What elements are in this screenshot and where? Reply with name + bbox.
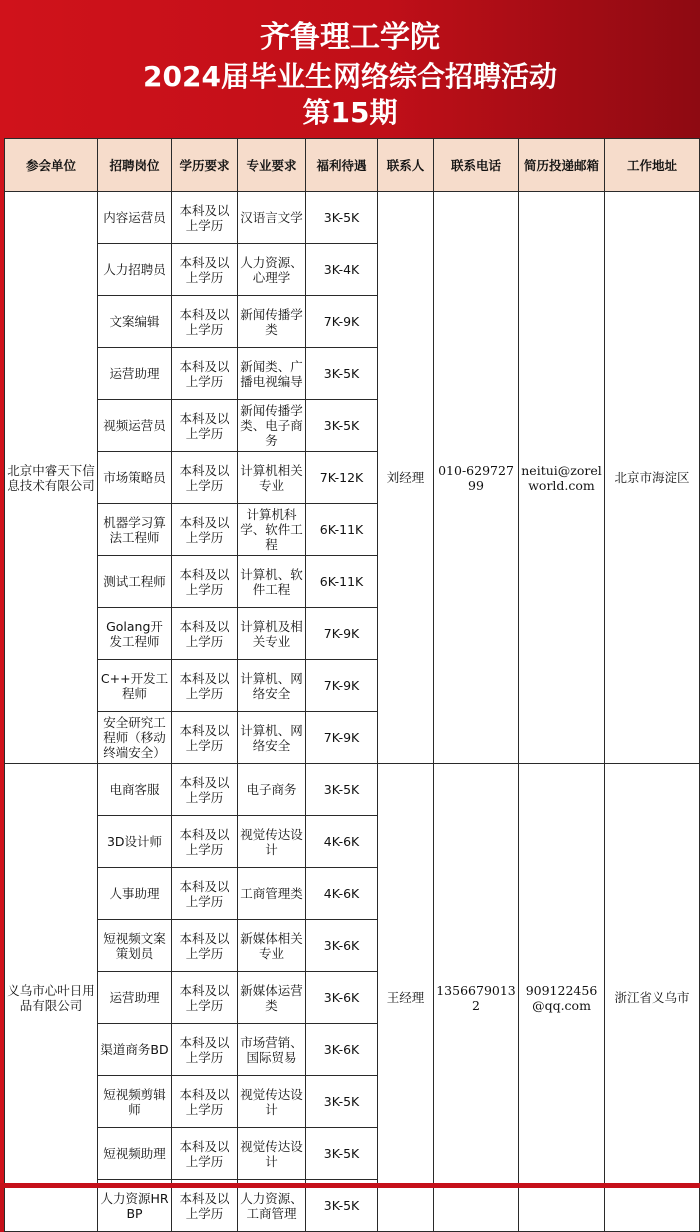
- column-header: 专业要求: [238, 139, 306, 192]
- major-requirement: 新闻传播学类、电子商务: [238, 400, 306, 452]
- job-title: 短视频助理: [98, 1128, 172, 1180]
- salary: 3K-4K: [306, 244, 378, 296]
- salary: 3K-5K: [306, 400, 378, 452]
- school-name: 齐鲁理工学院: [260, 20, 440, 55]
- major-requirement: 人力资源、心理学: [238, 244, 306, 296]
- resume-email: 909122456@qq.com: [519, 764, 605, 1232]
- major-requirement: 计算机及相关专业: [238, 608, 306, 660]
- table-header-row: [5, 139, 700, 192]
- major-requirement: 计算机、网络安全: [238, 660, 306, 712]
- column-header: 参会单位: [5, 139, 98, 192]
- column-header: 联系电话: [434, 139, 519, 192]
- company-name: 北京中睿天下信息技术有限公司: [5, 192, 98, 764]
- column-header: 联系人: [378, 139, 434, 192]
- salary: 3K-5K: [306, 1076, 378, 1128]
- salary: 3K-5K: [306, 1180, 378, 1232]
- table-row: [5, 764, 700, 816]
- education-requirement: 本科及以上学历: [172, 348, 238, 400]
- major-requirement: 计算机、软件工程: [238, 556, 306, 608]
- major-requirement: 人力资源、工商管理: [238, 1180, 306, 1232]
- education-requirement: 本科及以上学历: [172, 244, 238, 296]
- job-title: 安全研究工程师（移动终端安全）: [98, 712, 172, 764]
- work-address: 北京市海淀区: [605, 192, 700, 764]
- contact-person: 刘经理: [378, 192, 434, 764]
- major-requirement: 电子商务: [238, 764, 306, 816]
- salary: 7K-9K: [306, 608, 378, 660]
- major-requirement: 新闻类、广播电视编导: [238, 348, 306, 400]
- job-title: 运营助理: [98, 348, 172, 400]
- education-requirement: 本科及以上学历: [172, 972, 238, 1024]
- major-requirement: 视觉传达设计: [238, 1076, 306, 1128]
- salary: 3K-5K: [306, 348, 378, 400]
- contact-phone: 13566790132: [434, 764, 519, 1232]
- salary: 4K-6K: [306, 816, 378, 868]
- table-row: [5, 192, 700, 244]
- education-requirement: 本科及以上学历: [172, 1076, 238, 1128]
- salary: 3K-6K: [306, 972, 378, 1024]
- education-requirement: 本科及以上学历: [172, 608, 238, 660]
- issue-number: 第15期: [302, 96, 398, 129]
- education-requirement: 本科及以上学历: [172, 816, 238, 868]
- education-requirement: 本科及以上学历: [172, 556, 238, 608]
- major-requirement: 工商管理类: [238, 868, 306, 920]
- education-requirement: 本科及以上学历: [172, 452, 238, 504]
- education-requirement: 本科及以上学历: [172, 296, 238, 348]
- column-header: 简历投递邮箱: [519, 139, 605, 192]
- education-requirement: 本科及以上学历: [172, 1024, 238, 1076]
- job-title: 视频运营员: [98, 400, 172, 452]
- major-requirement: 计算机相关专业: [238, 452, 306, 504]
- poster-header: [0, 0, 700, 138]
- major-requirement: 计算机科学、软件工程: [238, 504, 306, 556]
- job-title: 渠道商务BD: [98, 1024, 172, 1076]
- job-title: 市场策略员: [98, 452, 172, 504]
- education-requirement: 本科及以上学历: [172, 660, 238, 712]
- major-requirement: 视觉传达设计: [238, 1128, 306, 1180]
- bottom-strip: [0, 1183, 700, 1188]
- column-header: 学历要求: [172, 139, 238, 192]
- education-requirement: 本科及以上学历: [172, 192, 238, 244]
- work-address: 浙江省义乌市: [605, 764, 700, 1232]
- job-title: C++开发工程师: [98, 660, 172, 712]
- salary: 3K-6K: [306, 1024, 378, 1076]
- education-requirement: 本科及以上学历: [172, 400, 238, 452]
- job-table: [4, 138, 700, 1232]
- education-requirement: 本科及以上学历: [172, 920, 238, 972]
- table-body: [5, 192, 700, 1232]
- education-requirement: 本科及以上学历: [172, 504, 238, 556]
- education-requirement: 本科及以上学历: [172, 1128, 238, 1180]
- education-requirement: 本科及以上学历: [172, 764, 238, 816]
- education-requirement: 本科及以上学历: [172, 1180, 238, 1232]
- event-title: 2024届毕业生网络综合招聘活动: [143, 60, 557, 93]
- column-header: 工作地址: [605, 139, 700, 192]
- salary: 3K-6K: [306, 920, 378, 972]
- job-title: 短视频剪辑师: [98, 1076, 172, 1128]
- major-requirement: 新闻传播学类: [238, 296, 306, 348]
- contact-person: 王经理: [378, 764, 434, 1232]
- major-requirement: 计算机、网络安全: [238, 712, 306, 764]
- salary: 4K-6K: [306, 868, 378, 920]
- major-requirement: 视觉传达设计: [238, 816, 306, 868]
- column-header: 招聘岗位: [98, 139, 172, 192]
- job-title: 3D设计师: [98, 816, 172, 868]
- salary: 7K-12K: [306, 452, 378, 504]
- salary: 7K-9K: [306, 660, 378, 712]
- job-title: 短视频文案策划员: [98, 920, 172, 972]
- major-requirement: 市场营销、国际贸易: [238, 1024, 306, 1076]
- contact-phone: 010-62972799: [434, 192, 519, 764]
- salary: 3K-5K: [306, 1128, 378, 1180]
- column-header: 福利待遇: [306, 139, 378, 192]
- salary: 3K-5K: [306, 192, 378, 244]
- job-title: 人事助理: [98, 868, 172, 920]
- major-requirement: 新媒体运营类: [238, 972, 306, 1024]
- job-title: 内容运营员: [98, 192, 172, 244]
- job-title: 人力招聘员: [98, 244, 172, 296]
- salary: 7K-9K: [306, 712, 378, 764]
- major-requirement: 新媒体相关专业: [238, 920, 306, 972]
- salary: 6K-11K: [306, 556, 378, 608]
- job-title: 运营助理: [98, 972, 172, 1024]
- job-title: 电商客服: [98, 764, 172, 816]
- job-title: 人力资源HRBP: [98, 1180, 172, 1232]
- job-title: Golang开发工程师: [98, 608, 172, 660]
- job-title: 机器学习算法工程师: [98, 504, 172, 556]
- company-name: 义乌市心叶日用品有限公司: [5, 764, 98, 1232]
- resume-email: neitui@zorelworld.com: [519, 192, 605, 764]
- salary: 6K-11K: [306, 504, 378, 556]
- job-title: 测试工程师: [98, 556, 172, 608]
- job-title: 文案编辑: [98, 296, 172, 348]
- major-requirement: 汉语言文学: [238, 192, 306, 244]
- education-requirement: 本科及以上学历: [172, 712, 238, 764]
- education-requirement: 本科及以上学历: [172, 868, 238, 920]
- salary: 7K-9K: [306, 296, 378, 348]
- salary: 3K-5K: [306, 764, 378, 816]
